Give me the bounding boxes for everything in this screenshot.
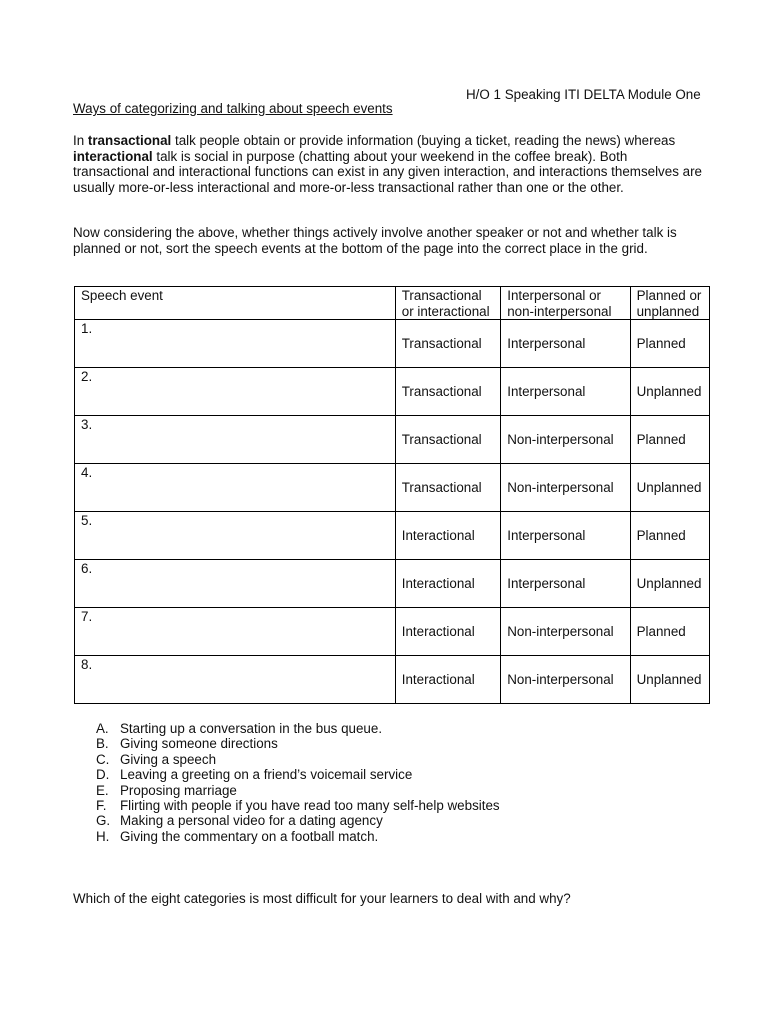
speech-event-cell[interactable]: 4. — [75, 464, 396, 512]
table-row — [75, 608, 710, 656]
speech-event-cell[interactable]: 6. — [75, 560, 396, 608]
list-item — [96, 736, 500, 751]
planned-cell: Planned — [630, 512, 709, 560]
intro-paragraph — [73, 133, 703, 195]
type-cell: Interactional — [395, 656, 500, 704]
event-letter: B. — [96, 736, 109, 752]
table-row — [75, 656, 710, 704]
term-interactional: interactional — [73, 148, 153, 164]
header-transactional-interactional: Transactional or interactional — [395, 287, 500, 320]
list-item — [96, 798, 500, 813]
event-letter: A. — [96, 721, 109, 736]
discussion-question: Which of the eight categories is most difficult for your learners to deal with and why? — [73, 891, 571, 906]
planned-cell: Unplanned — [630, 368, 709, 416]
table-row — [75, 464, 710, 512]
intro-text-1: In — [73, 133, 88, 148]
type-cell: Interactional — [395, 608, 500, 656]
interpersonal-cell: Non-interpersonal — [501, 464, 630, 512]
list-item — [96, 829, 500, 844]
term-transactional: transactional — [87, 133, 172, 148]
intro-text-2: talk people obtain or provide information (buying a ticket, reading the news) whereas — [171, 133, 676, 148]
header-speech-event: Speech event — [75, 287, 396, 320]
speech-event-cell[interactable]: 2. — [75, 368, 396, 416]
event-text: Starting up a conversation in the bus queue. — [120, 721, 383, 736]
table-row — [75, 320, 710, 368]
interpersonal-cell: Interpersonal — [501, 368, 630, 416]
interpersonal-cell: Interpersonal — [501, 320, 630, 368]
event-letter: E. — [96, 782, 109, 798]
header-planned: Planned or unplanned — [630, 287, 709, 320]
planned-cell: Unplanned — [630, 464, 709, 512]
event-letter: D. — [96, 767, 110, 783]
planned-cell: Planned — [630, 320, 709, 368]
instructions-paragraph: Now considering the above, whether things actively involve another speaker or not and whether talk is planned or not, sort the speech events at the bottom of the page into the correct place in the grid. — [73, 225, 677, 256]
header-interpersonal: Interpersonal or non-interpersonal — [501, 287, 630, 320]
interpersonal-cell: Non-interpersonal — [501, 656, 630, 704]
event-letter: G. — [96, 813, 111, 829]
event-text: Making a personal video for a dating agency — [120, 813, 383, 829]
speech-event-cell[interactable]: 3. — [75, 416, 396, 464]
type-cell: Transactional — [395, 320, 500, 368]
speech-event-grid — [74, 286, 710, 704]
intro-text-3: talk is social in purpose (chatting about your weekend in the coffee break). Both transactional and interactional functions can exist in any given interaction, and interactions themselves are usually more-or-less interactional and more-or-less transactional rather than one or the other. — [73, 148, 702, 195]
planned-cell: Unplanned — [630, 656, 709, 704]
planned-cell: Planned — [630, 416, 709, 464]
event-letter: H. — [96, 828, 110, 844]
table-row — [75, 416, 710, 464]
speech-events-list — [96, 721, 500, 844]
type-cell: Transactional — [395, 464, 500, 512]
type-cell: Transactional — [395, 368, 500, 416]
table-row — [75, 560, 710, 608]
grid-header-row — [75, 287, 710, 320]
table-row — [75, 368, 710, 416]
speech-event-cell[interactable]: 7. — [75, 608, 396, 656]
type-cell: Interactional — [395, 560, 500, 608]
event-text: Leaving a greeting on a friend’s voicemail service — [120, 767, 413, 783]
event-letter: C. — [96, 751, 110, 767]
event-letter: F. — [96, 797, 107, 813]
list-item — [96, 767, 500, 782]
type-cell: Transactional — [395, 416, 500, 464]
planned-cell: Planned — [630, 608, 709, 656]
handout-reference: H/O 1 Speaking ITI DELTA Module One — [466, 87, 701, 102]
speech-event-cell[interactable]: 1. — [75, 320, 396, 368]
speech-event-cell[interactable]: 8. — [75, 656, 396, 704]
event-text: Giving a speech — [120, 751, 217, 767]
type-cell: Interactional — [395, 512, 500, 560]
list-item — [96, 721, 500, 736]
event-text: Giving someone directions — [120, 736, 278, 752]
interpersonal-cell: Non-interpersonal — [501, 416, 630, 464]
list-item — [96, 783, 500, 798]
table-row — [75, 512, 710, 560]
event-text: Flirting with people if you have read too many self-help websites — [120, 797, 500, 813]
speech-event-cell[interactable]: 5. — [75, 512, 396, 560]
interpersonal-cell: Interpersonal — [501, 560, 630, 608]
interpersonal-cell: Interpersonal — [501, 512, 630, 560]
interpersonal-cell: Non-interpersonal — [501, 608, 630, 656]
event-text: Giving the commentary on a football match. — [120, 828, 379, 844]
document-title: Ways of categorizing and talking about speech events — [73, 101, 393, 116]
list-item — [96, 813, 500, 828]
planned-cell: Unplanned — [630, 560, 709, 608]
event-text: Proposing marriage — [120, 782, 237, 798]
list-item — [96, 752, 500, 767]
